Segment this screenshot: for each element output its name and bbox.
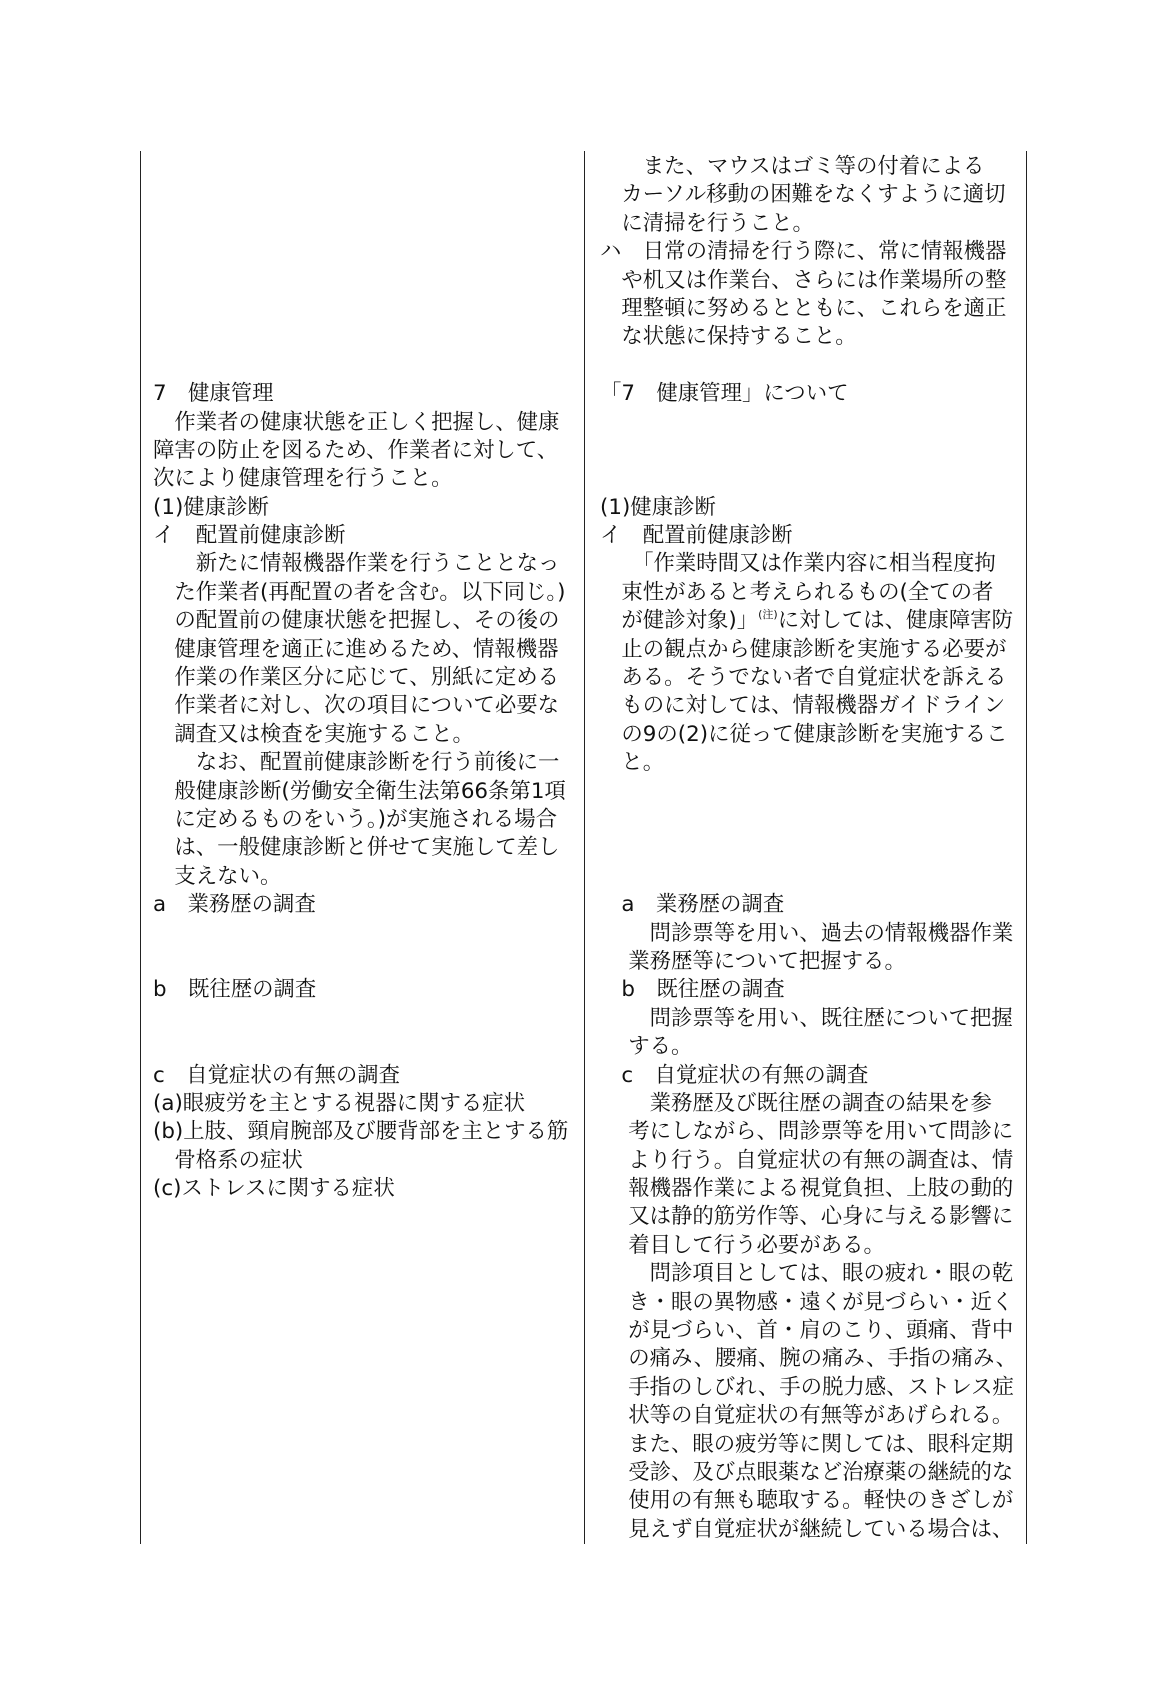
text-line: 問診項目としては、眼の疲れ・眼の乾: [600, 1261, 1014, 1287]
blank-line: [600, 465, 1024, 493]
blank-line: [600, 834, 1024, 862]
text-line: (b)上肢、頸肩腕部及び腰背部を主とする筋: [153, 1119, 569, 1145]
text-line: 業務歴及び既往歴の調査の結果を参: [600, 1090, 992, 1116]
blank-line: [600, 778, 1024, 806]
text-line: イ 配置前健康診断: [600, 523, 793, 549]
text-line: 束性があると考えられるもの(全ての者: [600, 579, 994, 605]
blank-line: [153, 181, 581, 209]
text-line: 着目して行う必要がある。: [600, 1232, 885, 1258]
text-line: する。: [600, 1034, 693, 1060]
blank-line: [153, 1005, 581, 1033]
right-column-commentary-text: [600, 153, 1024, 1544]
text-line: や机又は作業台、さらには作業場所の整: [600, 267, 1007, 293]
text-line: (a)眼疲労を主とする視器に関する症状: [153, 1090, 526, 1116]
blank-line: [153, 238, 581, 266]
blank-line: [600, 806, 1024, 834]
table-column-divider: [584, 151, 585, 1544]
text-line: 作業の作業区分に応じて、別紙に定める: [153, 665, 559, 691]
text-line: ハ 日常の清掃を行う際に、常に情報機器: [600, 239, 1007, 265]
text-line: が見づらい、首・肩のこり、頭痛、背中: [600, 1318, 1014, 1344]
text-line: 止の観点から健康診断を実施する必要が: [600, 636, 1007, 662]
text-line: 「作業時間又は作業内容に相当程度拘: [600, 551, 996, 577]
blank-line: [600, 352, 1024, 380]
text-line: (c)ストレスに関する症状: [153, 1176, 395, 1202]
text-line: a 業務歴の調査: [600, 892, 785, 918]
text-line: 理整頓に努めるとともに、これらを適正: [600, 295, 1007, 321]
text-segment: が健診対象)」: [600, 608, 759, 634]
text-line: は、一般健康診断と併せて実施して差し: [153, 835, 560, 861]
blank-line: [600, 863, 1024, 891]
text-line: 調査又は検査を実施すること。: [153, 721, 474, 747]
text-line: 報機器作業による視覚負担、上肢の動的: [600, 1176, 1014, 1202]
table-border-right: [1026, 151, 1027, 1544]
text-line: 考にしながら、問診票等を用いて問診に: [600, 1119, 1014, 1145]
text-segment: に対しては、健康障害防: [777, 608, 1013, 634]
text-line: 障害の防止を図るため、作業者に対して、: [153, 437, 559, 463]
text-line: 使用の有無も聴取する。軽快のきざしが: [600, 1488, 1014, 1514]
blank-line: [153, 295, 581, 323]
text-line: カーソル移動の困難をなくすように適切: [600, 182, 1006, 208]
text-line: 業務歴等について把握する。: [600, 948, 906, 974]
text-line: 手指のしびれ、手の脱力感、ストレス症: [600, 1374, 1014, 1400]
blank-line: [153, 153, 581, 181]
text-line: また、眼の疲労等に関しては、眼科定期: [600, 1431, 1014, 1457]
text-line: b 既往歴の調査: [153, 977, 317, 1003]
blank-line: [600, 409, 1024, 437]
blank-line: [153, 352, 581, 380]
blank-line: [600, 437, 1024, 465]
text-line: の痛み、腰痛、腕の痛み、手指の痛み、: [600, 1346, 1018, 1372]
text-line: 般健康診断(労働安全衛生法第66条第1項: [153, 778, 566, 804]
text-line: 問診票等を用い、過去の情報機器作業: [600, 920, 1014, 946]
footnote-marker: (注): [758, 608, 778, 622]
text-line: c 自覚症状の有無の調査: [600, 1062, 869, 1088]
left-column-guideline-text: [153, 153, 581, 1203]
text-line: 作業者に対し、次の項目について必要な: [153, 693, 559, 719]
text-line: [600, 607, 1024, 635]
text-line: 7 健康管理: [153, 381, 274, 407]
blank-line: [153, 948, 581, 976]
text-line: 次により健康管理を行うこと。: [153, 466, 453, 492]
text-line: 「7 健康管理」について: [600, 381, 849, 407]
text-line: 問診票等を用い、既往歴について把握: [600, 1005, 1013, 1031]
text-line: に定めるものをいう。)が実施される場合: [153, 806, 558, 832]
text-line: なお、配置前健康診断を行う前後に一: [153, 750, 560, 776]
text-line: 骨格系の症状: [153, 1147, 303, 1173]
text-line: 支えない。: [153, 863, 282, 889]
text-line: 又は静的筋労作等、心身に与える影響に: [600, 1204, 1014, 1230]
text-line: より行う。自覚症状の有無の調査は、情: [600, 1147, 1014, 1173]
text-line: ものに対しては、情報機器ガイドライン: [600, 693, 1006, 719]
text-line: 作業者の健康状態を正しく把握し、健康: [153, 409, 560, 435]
text-line: 健康管理を適正に進めるため、情報機器: [153, 636, 559, 662]
text-line: また、マウスはゴミ等の付着による: [600, 154, 985, 179]
text-line: に清掃を行うこと。: [600, 210, 814, 236]
blank-line: [153, 1033, 581, 1061]
table-border-left: [140, 151, 141, 1544]
text-line: と。: [600, 750, 665, 776]
text-line: c 自覚症状の有無の調査: [153, 1062, 401, 1088]
text-line: の9の(2)に従って健康診断を実施するこ: [600, 721, 1008, 747]
text-line: 状等の自覚症状の有無等があげられる。: [600, 1403, 1014, 1429]
blank-line: [153, 210, 581, 238]
text-line: 受診、及び点眼薬など治療薬の継続的な: [600, 1459, 1014, 1485]
text-line: ある。そうでない者で自覚症状を訴える: [600, 665, 1007, 691]
text-line: 新たに情報機器作業を行うこととなっ: [153, 551, 560, 577]
text-line: の配置前の健康状態を把握し、その後の: [153, 608, 560, 634]
text-line: た作業者(再配置の者を含む。以下同じ。): [153, 579, 566, 605]
text-line: (1)健康診断: [153, 494, 269, 520]
blank-line: [153, 323, 581, 351]
text-line: b 既往歴の調査: [600, 977, 785, 1003]
blank-line: [153, 267, 581, 295]
text-line: き・眼の異物感・遠くが見づらい・近く: [600, 1289, 1014, 1315]
text-line: (1)健康診断: [600, 494, 716, 520]
text-line: な状態に保持すること。: [600, 324, 857, 350]
blank-line: [153, 920, 581, 948]
text-line: 見えず自覚症状が継続している場合は、: [600, 1516, 1014, 1542]
text-line: イ 配置前健康診断: [153, 523, 346, 549]
text-line: a 業務歴の調査: [153, 892, 316, 918]
